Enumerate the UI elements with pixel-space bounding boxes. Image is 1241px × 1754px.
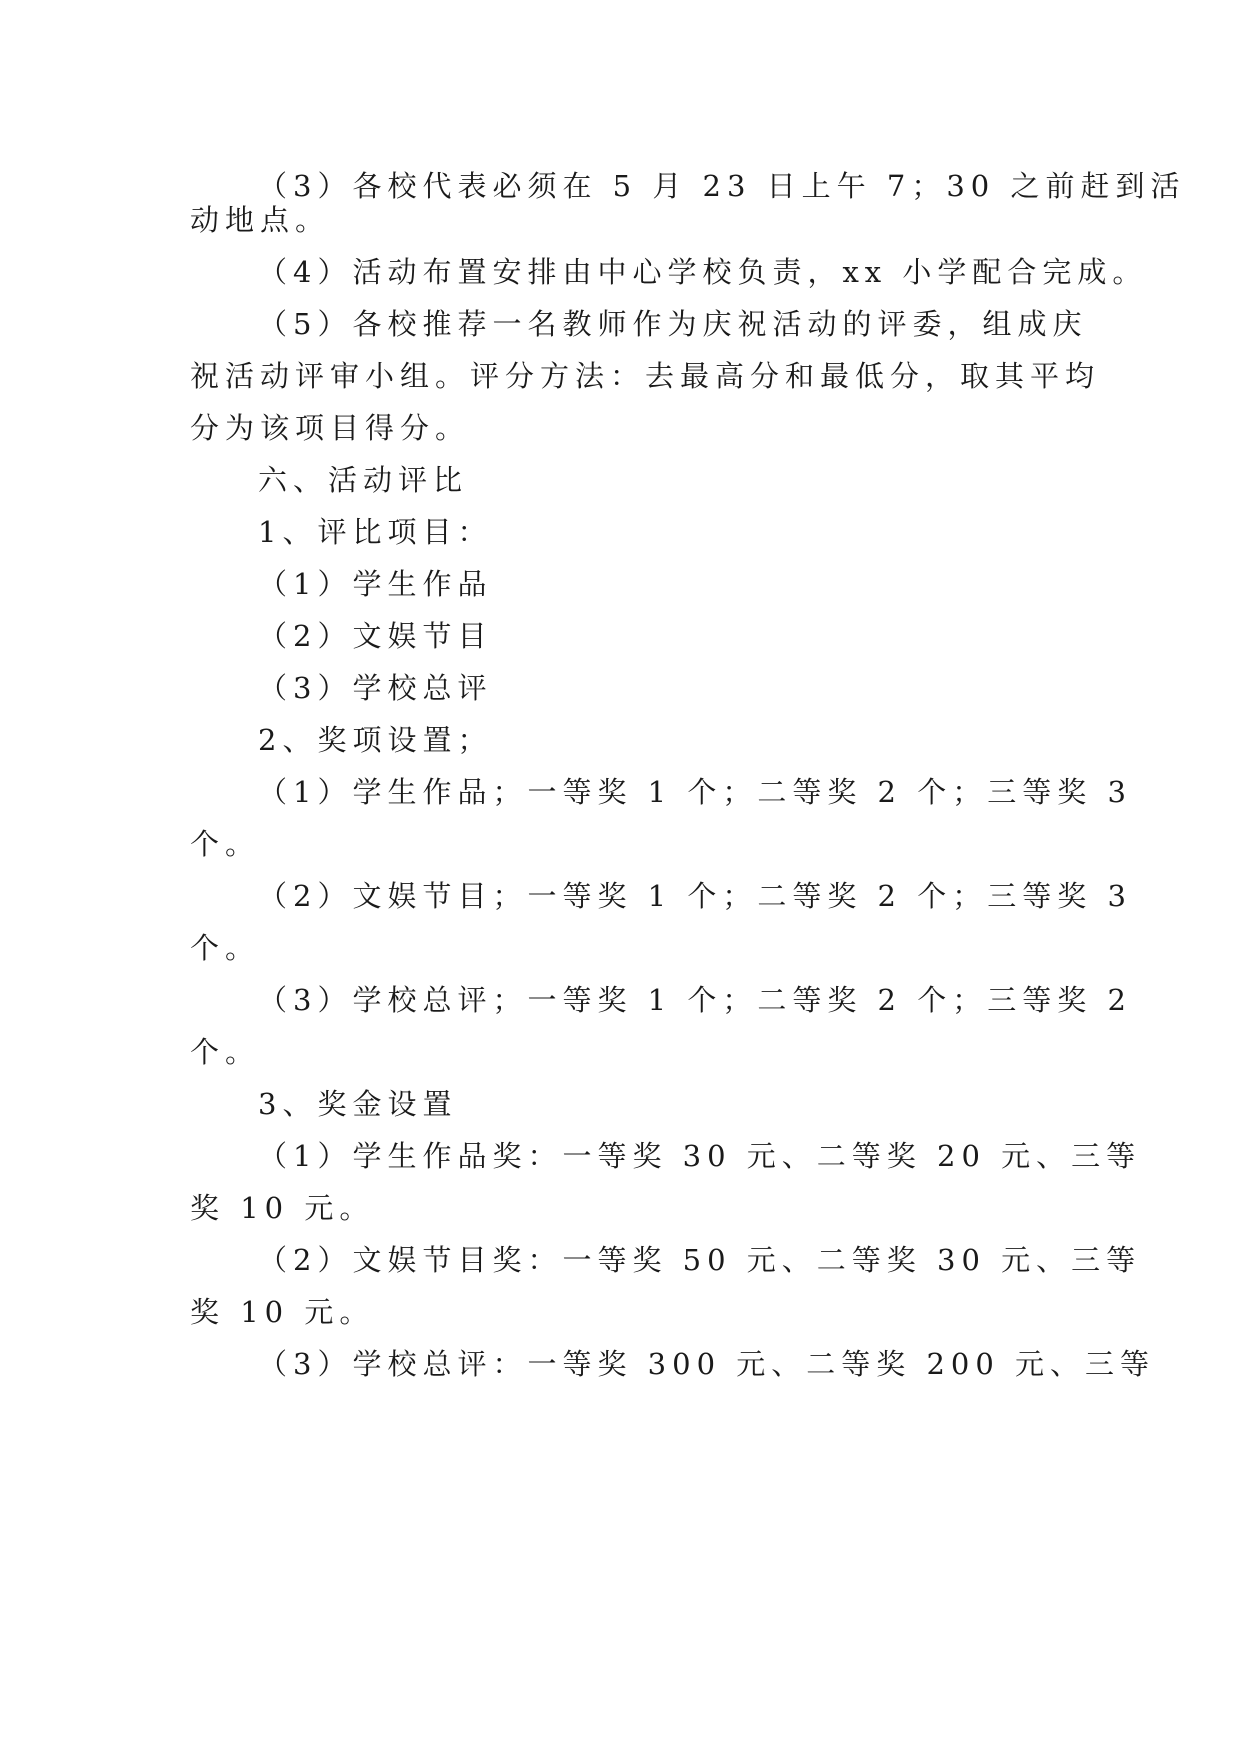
paragraph-line: （4）活动布置安排由中心学校负责，xx 小学配合完成。	[258, 255, 1148, 289]
paragraph-line: 祝活动评审小组。评分方法：去最高分和最低分，取其平均	[190, 359, 1101, 393]
paragraph-line: （1）学生作品；一等奖 1 个；二等奖 2 个；三等奖 3	[258, 775, 1132, 809]
subsection-heading: 2、奖项设置；	[258, 723, 493, 757]
paragraph-line: （3）各校代表必须在 5 月 23 日上午 7；30 之前赶到活	[258, 169, 1186, 203]
subsection-heading: 1、评比项目：	[258, 515, 493, 549]
paragraph-line: （5）各校推荐一名教师作为庆祝活动的评委，组成庆	[258, 307, 1088, 341]
paragraph-line: （2）文娱节目奖：一等奖 50 元、二等奖 30 元、三等	[258, 1243, 1142, 1277]
list-item: （1）学生作品	[258, 567, 493, 601]
paragraph-line: （2）文娱节目；一等奖 1 个；二等奖 2 个；三等奖 3	[258, 879, 1132, 913]
paragraph-line: 奖 10 元。	[190, 1295, 375, 1329]
paragraph-line: 动地点。	[190, 203, 331, 237]
section-heading: 六、活动评比	[258, 463, 469, 497]
paragraph-line: （1）学生作品奖：一等奖 30 元、二等奖 20 元、三等	[258, 1139, 1142, 1173]
subsection-heading: 3、奖金设置	[258, 1087, 458, 1121]
paragraph-line: （3）学校总评：一等奖 300 元、二等奖 200 元、三等	[258, 1347, 1156, 1381]
paragraph-line: 分为该项目得分。	[190, 411, 471, 445]
paragraph-line: （3）学校总评；一等奖 1 个；二等奖 2 个；三等奖 2	[258, 983, 1132, 1017]
list-item: （3）学校总评	[258, 671, 493, 705]
paragraph-line: 个。	[190, 1035, 261, 1069]
paragraph-line: 个。	[190, 931, 261, 965]
paragraph-line: 个。	[190, 827, 261, 861]
list-item: （2）文娱节目	[258, 619, 493, 653]
paragraph-line: 奖 10 元。	[190, 1191, 375, 1225]
